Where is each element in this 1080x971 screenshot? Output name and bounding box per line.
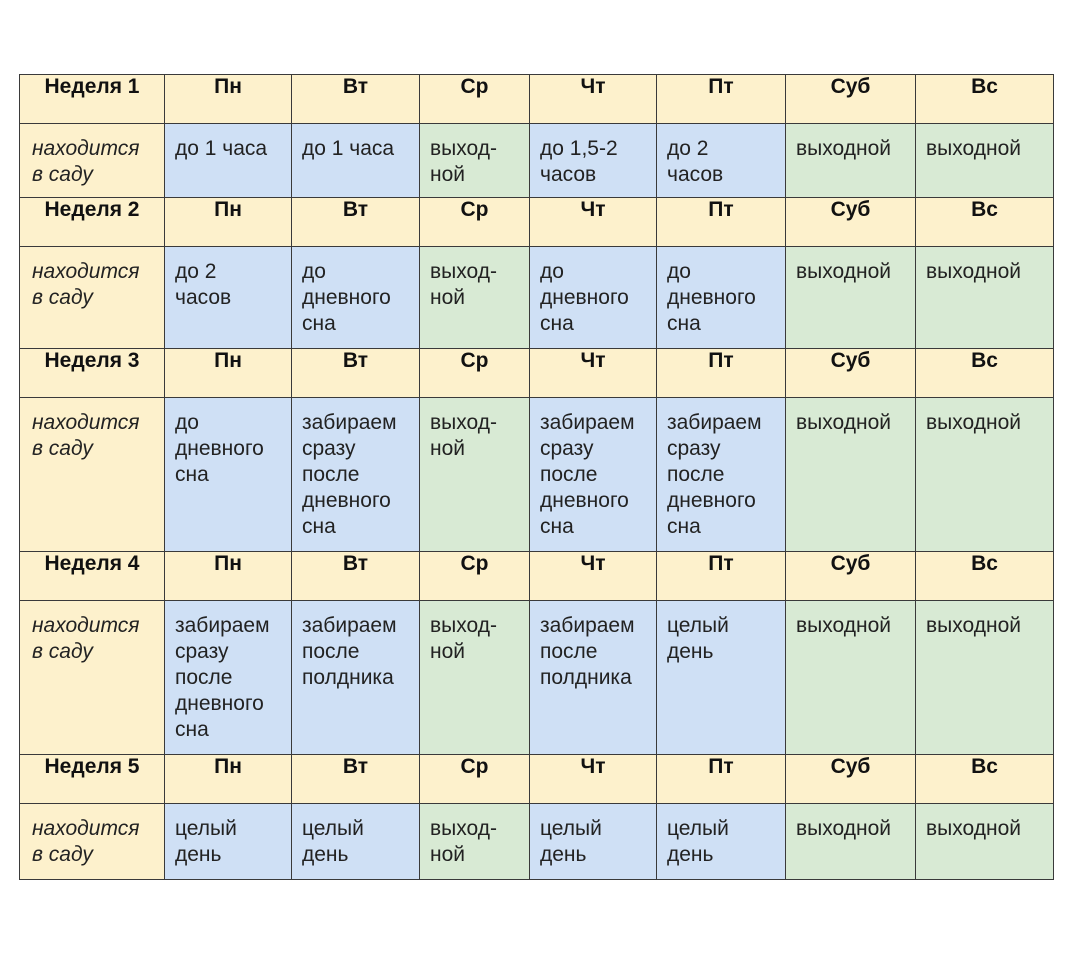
day-header: Чт [530,75,657,124]
day-header: Ср [420,349,530,398]
day-header: Пн [165,198,292,247]
schedule-cell [916,398,1054,552]
schedule-cell-text: до 1 часа [302,137,395,160]
day-header: Суб [786,552,916,601]
schedule-cell-text: до дневного сна [540,260,629,335]
row-label [20,398,165,552]
week-header-row [20,755,1054,804]
schedule-cell [420,398,530,552]
schedule-cell-text: выход- ной [430,614,497,663]
schedule-cell [530,601,657,755]
week-title: Неделя 3 [20,349,165,398]
row-label-text: находится в саду [32,137,140,186]
schedule-cell [786,804,916,880]
row-label-text: находится в саду [32,817,140,866]
schedule-cell-text: выходной [796,411,891,434]
day-header: Вс [916,349,1054,398]
schedule-cell [657,124,786,198]
schedule-cell [165,601,292,755]
schedule-cell [165,804,292,880]
row-label [20,247,165,349]
schedule-cell [786,247,916,349]
schedule-cell [292,398,420,552]
week-title: Неделя 2 [20,198,165,247]
schedule-cell [420,247,530,349]
schedule-cell-text: выходной [796,137,891,160]
schedule-cell-text: до 1,5-2 часов [540,137,618,186]
schedule-cell-text: выходной [796,614,891,637]
day-header: Пт [657,198,786,247]
schedule-cell-text: до дневного сна [302,260,391,335]
schedule-cell [916,804,1054,880]
schedule-cell-text: выходной [926,137,1021,160]
schedule-cell-text: целый день [667,817,729,866]
row-label-text: находится в саду [32,614,140,663]
day-header: Пт [657,75,786,124]
schedule-cell-text: выходной [926,411,1021,434]
schedule-cell [786,124,916,198]
schedule-cell [292,804,420,880]
day-header: Вс [916,198,1054,247]
day-header: Чт [530,755,657,804]
row-label [20,601,165,755]
day-header: Чт [530,552,657,601]
week-schedule-row [20,804,1054,880]
day-header: Суб [786,198,916,247]
schedule-cell-text: забираем после полдника [302,614,397,689]
day-header: Суб [786,755,916,804]
schedule-cell-text: выходной [926,614,1021,637]
schedule-cell-text: до дневного сна [175,411,264,486]
schedule-cell-text: целый день [540,817,602,866]
day-header: Пн [165,755,292,804]
day-header: Пн [165,552,292,601]
schedule-cell-text: выход- ной [430,411,497,460]
day-header: Вс [916,75,1054,124]
week-schedule-row [20,398,1054,552]
day-header: Вс [916,552,1054,601]
row-label-text: находится в саду [32,411,140,460]
week-schedule-row [20,124,1054,198]
schedule-cell [786,601,916,755]
schedule-cell-text: целый день [302,817,364,866]
schedule-cell [916,601,1054,755]
week-header-row [20,198,1054,247]
day-header: Пт [657,349,786,398]
schedule-cell-text: забираем сразу после дневного сна [175,614,270,741]
day-header: Вс [916,755,1054,804]
day-header: Вт [292,349,420,398]
schedule-cell [165,247,292,349]
day-header: Вт [292,552,420,601]
row-label [20,124,165,198]
day-header: Пт [657,552,786,601]
schedule-cell-text: забираем сразу после дневного сна [302,411,397,538]
schedule-cell [657,398,786,552]
schedule-cell [916,247,1054,349]
schedule-cell [292,601,420,755]
day-header: Ср [420,75,530,124]
day-header: Чт [530,198,657,247]
schedule-cell-text: выходной [796,817,891,840]
day-header: Вт [292,755,420,804]
schedule-cell [530,247,657,349]
schedule-cell [292,247,420,349]
week-title: Неделя 1 [20,75,165,124]
day-header: Чт [530,349,657,398]
day-header: Ср [420,198,530,247]
schedule-cell [420,601,530,755]
schedule-cell [657,247,786,349]
schedule-cell-text: до 1 часа [175,137,268,160]
schedule-cell [657,601,786,755]
schedule-body [20,75,1054,880]
schedule-cell-text: выход- ной [430,137,497,186]
schedule-cell [530,804,657,880]
day-header: Пн [165,349,292,398]
row-label [20,804,165,880]
week-schedule-row [20,601,1054,755]
schedule-cell-text: забираем после полдника [540,614,635,689]
day-header: Пт [657,755,786,804]
day-header: Ср [420,552,530,601]
week-header-row [20,349,1054,398]
schedule-cell-text: забираем сразу после дневного сна [540,411,635,538]
schedule-cell-text: выходной [796,260,891,283]
schedule-cell [657,804,786,880]
schedule-cell-text: целый день [175,817,237,866]
week-title: Неделя 4 [20,552,165,601]
day-header: Пн [165,75,292,124]
schedule-cell [420,804,530,880]
schedule-cell-text: выходной [926,817,1021,840]
week-title: Неделя 5 [20,755,165,804]
schedule-cell [420,124,530,198]
schedule-cell-text: до дневного сна [667,260,756,335]
day-header: Вт [292,75,420,124]
schedule-cell [530,398,657,552]
week-header-row [20,552,1054,601]
schedule-cell [530,124,657,198]
week-header-row [20,75,1054,124]
day-header: Ср [420,755,530,804]
schedule-cell-text: выход- ной [430,260,497,309]
row-label-text: находится в саду [32,260,140,309]
schedule-cell-text: целый день [667,614,729,663]
day-header: Суб [786,75,916,124]
schedule-cell-text: до 2 часов [667,137,724,186]
schedule-cell-text: забираем сразу после дневного сна [667,411,762,538]
schedule-cell [165,398,292,552]
schedule-cell-text: выход- ной [430,817,497,866]
day-header: Вт [292,198,420,247]
week-schedule-row [20,247,1054,349]
day-header: Суб [786,349,916,398]
schedule-cell [916,124,1054,198]
adaptation-schedule-table [19,74,1054,880]
schedule-cell-text: до 2 часов [175,260,232,309]
schedule-cell-text: выходной [926,260,1021,283]
schedule-cell [786,398,916,552]
schedule-cell [165,124,292,198]
schedule-cell [292,124,420,198]
